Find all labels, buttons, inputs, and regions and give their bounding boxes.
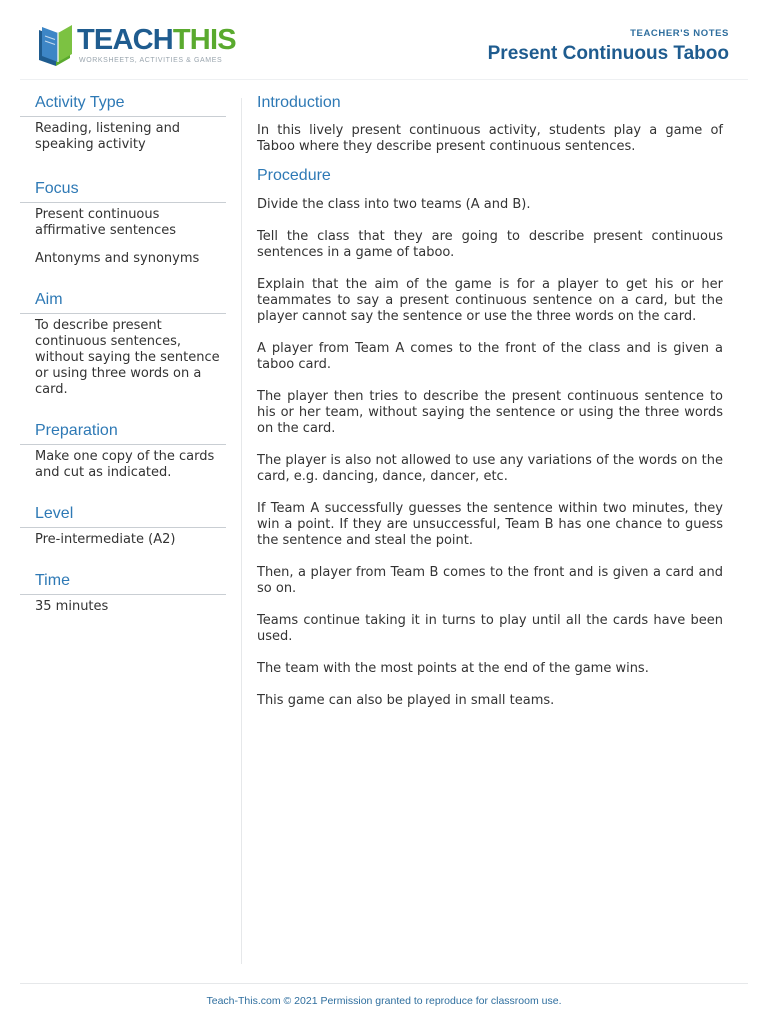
footer-copyright: Teach-This.com © 2021 Permission granted to reproduce for classroom use. [206,995,562,1007]
focus-text: Antonyms and synonyms [35,251,200,266]
procedure-paragraph: Tell the class that they are going to describe present continuous sentences in a game of taboo. [257,229,723,260]
logo-tagline: WORKSHEETS, ACTIVITIES & GAMES [79,57,223,64]
level-section [20,505,226,548]
activity-type-heading: Activity Type [20,94,226,117]
activity-type-text: Reading, listening and speaking activity [35,121,181,152]
procedure-paragraph: If Team A successfully guesses the sentence within two minutes, they win a point. If they are unsuccessful, Team B has one chance to guess the sentence and steal the point. [257,501,723,548]
time-section [20,572,226,615]
column-divider [241,98,242,964]
procedure-paragraph: Then, a player from Team B comes to the front and is given a card and so on. [257,565,723,596]
focus-heading: Focus [20,180,226,203]
time-heading: Time [20,572,226,595]
procedure-paragraph: The player then tries to describe the present continuous sentence to his or her team, without saying the sentence or using the three words on the card. [257,389,723,436]
logo-wordmark [77,24,236,56]
aim-section [20,291,226,398]
introduction-text: In this lively present continuous activity, students play a game of Taboo where they describe present continuous sentences. [257,123,723,154]
page-title: Present Continuous Taboo [487,43,729,64]
procedure-paragraph: This game can also be played in small teams. [257,693,555,708]
main-content [257,94,723,725]
level-heading: Level [20,505,226,528]
procedure-paragraph: A player from Team A comes to the front of the class and is given a taboo card. [257,341,723,372]
time-text: 35 minutes [35,599,109,614]
aim-heading: Aim [20,291,226,314]
preparation-text: Make one copy of the cards and cut as indicated. [35,449,215,480]
level-text: Pre-intermediate (A2) [35,532,176,547]
teach-this-logo[interactable] [36,22,236,70]
footer-divider [20,983,748,984]
procedure-heading: Procedure [257,167,331,184]
procedure-paragraph: Explain that the aim of the game is for a player to get his or her teammates to say a present continuous sentence on a card, but the player cannot say the sentence or use the three words on the card. [257,277,723,324]
procedure-paragraph: The player is also not allowed to use any variations of the words on the card, e.g. dancing, dance, dancer, etc. [257,453,723,484]
sidebar [20,94,226,639]
teachers-notes-label: TEACHER'S NOTES [630,28,729,39]
logo-word-teach: TEACH [77,24,173,56]
preparation-section [20,422,226,481]
focus-section [20,180,226,267]
focus-text: Present continuous affirmative sentences [35,207,177,238]
introduction-heading: Introduction [257,94,341,111]
book-logo-icon [36,24,74,68]
procedure-paragraph: Divide the class into two teams (A and B). [257,197,531,212]
activity-type-section [20,94,226,153]
logo-word-this: THIS [172,24,236,56]
procedure-paragraph: Teams continue taking it in turns to play until all the cards have been used. [257,613,723,644]
procedure-paragraph: The team with the most points at the end of the game wins. [257,661,649,676]
aim-text: To describe present continuous sentences, without saying the sentence or using three words on a card. [35,318,220,397]
header-divider [20,79,748,80]
page-header [0,0,768,80]
preparation-heading: Preparation [20,422,226,445]
